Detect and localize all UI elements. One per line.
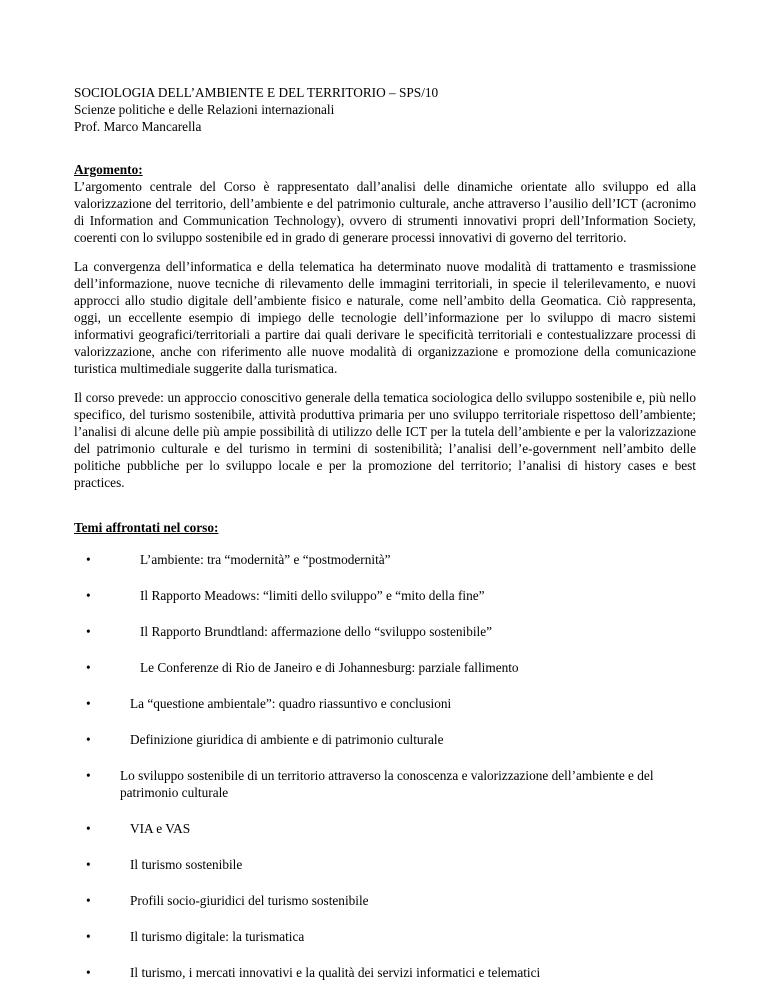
list-item-text: Definizione giuridica di ambiente e di patrimonio culturale — [130, 732, 444, 747]
document-header — [74, 84, 696, 135]
list-item-text: Le Conferenze di Rio de Janeiro e di Johannesburg: parziale fallimento — [140, 660, 519, 675]
list-item-text: Il turismo digitale: la turismatica — [130, 929, 305, 944]
faculty-name: Scienze politiche e delle Relazioni internazionali — [74, 102, 335, 117]
argomento-paragraph: La convergenza dell’informatica e della telematica ha determinato nuove modalità di trattamento e trasmissione dell’informazione, nuove tecniche di rilevamento delle immagini territoriali, in specie il telerilevamento, e nuovi approcci allo studio digitale dell’ambiente fisico e naturale, come nell’ambito della Geomatica. Ciò rappresenta, oggi, un eccellente esempio di impiego delle tecnologie dell’informazione per lo sviluppo di macro sistemi informativi geografici/territoriali a partire dai quali derivare le specificità territoriali e contestualizzare processi di valorizzazione, anche con riferimento alle nuove modalità di organizzazione e promozione della comunicazione turistica multimediale suggerite dalla turismatica. — [74, 259, 696, 376]
bullet-icon: • — [86, 588, 91, 603]
list-item-text: Il turismo, i mercati innovativi e la qualità dei servizi informatici e telematici — [130, 965, 541, 980]
bullet-icon: • — [86, 929, 91, 944]
list-item — [74, 964, 696, 981]
list-item — [74, 731, 696, 748]
list-item — [74, 587, 696, 604]
bullet-icon: • — [86, 732, 91, 747]
list-item-text: Profili socio-giuridici del turismo sostenibile — [130, 893, 369, 908]
temi-heading: Temi affrontati nel corso: — [74, 520, 219, 535]
list-item — [74, 695, 696, 712]
list-item — [74, 892, 696, 909]
list-item — [74, 659, 696, 676]
temi-section — [74, 519, 696, 981]
list-item-text: VIA e VAS — [130, 821, 191, 836]
list-item-text: Il turismo sostenibile — [130, 857, 243, 872]
list-item-text: Il Rapporto Brundtland: affermazione dello “sviluppo sostenibile” — [140, 624, 493, 639]
topics-list — [74, 551, 696, 981]
course-title: SOCIOLOGIA DELL’AMBIENTE E DEL TERRITORIO – SPS/10 — [74, 85, 439, 100]
bullet-icon: • — [86, 768, 91, 783]
list-item-text: L’ambiente: tra “modernità” e “postmodernità” — [140, 552, 391, 567]
professor-name: Prof. Marco Mancarella — [74, 119, 202, 134]
argomento-paragraph: Il corso prevede: un approccio conoscitivo generale della tematica sociologica dello sviluppo sostenibile e, più nello specifico, del turismo sostenibile, attività produttiva primaria per uno sviluppo territoriale rispettoso dell’ambiente; l’analisi di alcune delle più ampie possibilità di utilizzo delle ICT per la tutela dell’ambiente e per la valorizzazione del patrimonio culturale e del turismo in termini di sostenibilità; l’analisi dell’e-government nell’ambito delle politiche pubbliche per lo sviluppo locale e per la promozione del territorio; l’analisi di history cases e best practices. — [74, 390, 696, 490]
bullet-icon: • — [86, 857, 91, 872]
argomento-section — [74, 161, 696, 491]
list-item-text: Il Rapporto Meadows: “limiti dello sviluppo” e “mito della fine” — [140, 588, 485, 603]
list-item — [74, 928, 696, 945]
bullet-icon: • — [86, 965, 91, 980]
bullet-icon: • — [86, 821, 91, 836]
bullet-icon: • — [86, 660, 91, 675]
list-item — [74, 820, 696, 837]
list-item-text: Lo sviluppo sostenibile di un territorio attraverso la conoscenza e valorizzazione dell’ambiente e del patrimonio culturale — [120, 768, 654, 800]
list-item — [74, 856, 696, 873]
list-item — [74, 623, 696, 640]
list-item — [74, 551, 696, 568]
list-item-text: La “questione ambientale”: quadro riassuntivo e conclusioni — [130, 696, 452, 711]
argomento-heading: Argomento: — [74, 162, 143, 177]
list-item — [74, 767, 696, 801]
bullet-icon: • — [86, 624, 91, 639]
bullet-icon: • — [86, 893, 91, 908]
bullet-icon: • — [86, 696, 91, 711]
bullet-icon: • — [86, 552, 91, 567]
argomento-paragraph: L’argomento centrale del Corso è rappresentato dall’analisi delle dinamiche orientate allo sviluppo ed alla valorizzazione del territorio, dell’ambiente e del patrimonio culturale, anche attraverso l’ausilio dell’ICT (acronimo di Information and Communication Technology), ovvero di strumenti innovativi propri dell’Information Society, coerenti con lo sviluppo sostenibile ed in grado di generare processi innovativi di governo del territorio. — [74, 179, 696, 245]
